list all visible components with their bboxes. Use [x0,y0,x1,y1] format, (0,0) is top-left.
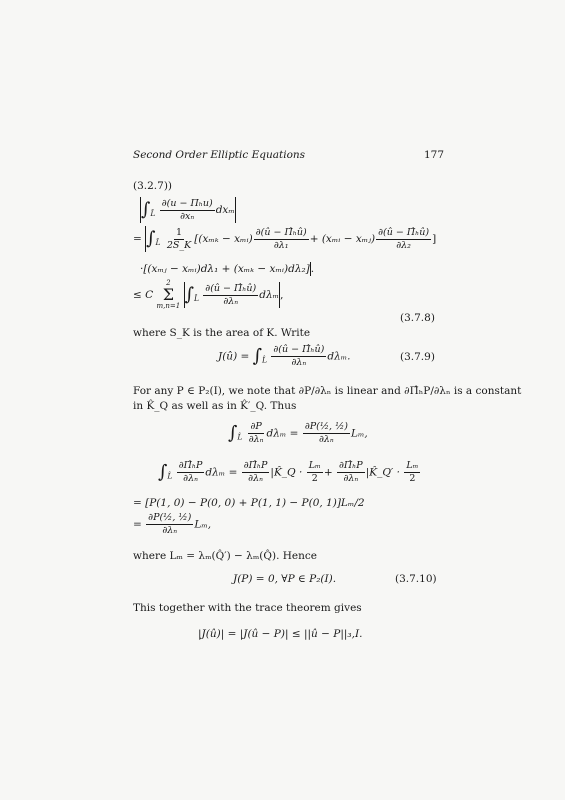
fraction [146,512,193,537]
fraction [307,460,323,485]
term: ≤ C [133,289,154,301]
summation: 2 Σ m,n=1 [156,279,181,310]
fraction [337,460,365,485]
numerator: ∂(û − Π̂ₕû) [255,226,307,238]
denominator: ∂λₙ [183,473,198,484]
fraction [160,198,215,223]
numerator: ∂(u − Πₕu) [161,197,213,209]
term: dλₘ = [205,466,238,479]
denominator: ∂λ₁ [273,239,289,251]
denominator: 2S_K [166,239,192,251]
numerator: ∂(û − Π̂ₕû) [205,282,257,294]
paragraph-together: This together with the trace theorem gives [133,602,362,614]
abs-bar-close [235,197,236,223]
paragraph-where-lm: where Lₘ = λₘ(Q̂′) − λₘ(Q̂). Hence [133,550,317,562]
term: |K̂_Q · [270,466,303,479]
term: Lₘ, [194,518,212,531]
term: ·[(xₘⱼ − xₘᵢ)dλ₁ + (xₘₖ − xₘᵢ)dλ₂] [140,263,310,275]
page-number: 177 [424,149,445,161]
numerator: Lₘ [406,460,419,471]
numerator: ∂Π̂ₕP [178,460,203,471]
equation-line-4: ≤ C 2 Σ m,n=1 $\int_{L̂}$ $\frac{\text{∂(û − Π̂ₕû)}}{\text{∂λₙ}}$ dλₘ, [133,279,284,310]
numerator: ∂Π̂ₕP [338,460,363,471]
fraction [177,460,205,485]
fraction [303,421,350,446]
differential: dλₘ. [327,350,351,363]
running-title: Second Order Elliptic Equations [133,149,306,161]
equation-number-3-7-10: (3.7.10) [395,573,437,585]
equation-thus-2 [158,460,421,485]
denominator: ∂λₙ [343,473,359,484]
numerator: ∂P [250,421,262,432]
integral-domain: L̂ [155,238,161,247]
term: J(û) = [218,350,250,363]
equation-number-3-7-9: (3.7.9) [400,351,435,363]
integral-sign: ∫ [252,345,263,367]
denominator: ∂λₙ [248,434,264,445]
integral-domain: L̂ [193,294,199,303]
integral-domain: L̂ [262,355,268,365]
fraction [203,283,258,308]
numerator: Lₘ [308,460,321,471]
fraction [165,227,193,252]
term: + (xₘᵢ − xₘⱼ) [309,233,376,245]
equation-reference: (3.2.7)) [133,180,173,192]
equation-3-7-10: J(P) = 0, ∀P ∈ P₂(I). [233,573,337,585]
paragraph-where-sk: where S_K is the area of K. Write [133,327,311,339]
equals: = [133,233,142,245]
numerator: ∂(û − Π̂ₕû) [273,344,325,355]
sum-lower: m,n=1 [156,302,181,310]
integral-sign: ∫ [141,199,151,220]
denominator: ∂λₙ [223,295,239,307]
paragraph-for-any-line-1: For any P ∈ P₂(I), we note that ∂P/∂λₙ is linear and ∂Π̂ₕP/∂λₙ is a constant [133,385,522,397]
numerator: ∂(û − Π̂ₕû) [378,226,430,238]
fraction [242,460,270,485]
differential: dxₘ [215,204,235,216]
term: Lₘ, [351,427,368,440]
equation-line-2: = $\int_{L̂}$ $\frac{1}{2S\_K}$ [(xₘₖ − xₘᵢ) $\frac{\text{∂(û − Π̂ₕû)}}{\text{∂λ₁}}$ + (xₘᵢ − xₘⱼ) $\frac{\text{∂(û − Π̂ₕû)}}{\text{∂λ₂}}$ ] [133,226,437,251]
equation-thus-1 [228,421,368,446]
differential: dλₘ [259,289,280,301]
integral-sign: ∫ [184,284,194,305]
denominator: 2 [311,473,318,484]
integral-domain: L̂ [167,471,173,481]
equation-3-7-9 [218,344,351,369]
denominator: ∂λₙ [248,473,263,484]
integral-sign: ∫ [158,461,168,483]
equation-thus-3: = [P(1, 0) − P(0, 0) + P(1, 1) − P(0, 1)]Lₘ/2 [133,497,365,509]
fraction [254,227,309,252]
denominator: ∂λₙ [291,357,307,368]
equation-final: |J(û)| = |J(û − P)| ≤ ||û − P||₃,I. [198,628,363,640]
numerator: ∂P(½, ½) [304,421,348,432]
numerator: 1 [176,226,183,238]
denominator: 2 [409,473,416,484]
equation-thus-4 [133,512,211,537]
integral-domain: L̂ [150,209,156,218]
integral-sign: ∫ [228,422,238,444]
term: [(xₘₖ − xₘᵢ) [194,233,253,245]
term: |K̂_Q′ · [365,466,400,479]
equation-number-3-7-8: (3.7.8) [400,312,435,324]
integral-domain: L̂ [237,432,243,442]
equals: = [133,518,142,531]
fraction [271,344,326,369]
denominator: ∂xₙ [180,210,195,222]
numerator: ∂Π̂ₕP [243,460,268,471]
fraction [376,227,431,252]
equation-line-3: ·[(xₘⱼ − xₘᵢ)dλ₁ + (xₘₖ − xₘᵢ)dλ₂]. [140,263,315,275]
fraction [404,460,420,485]
term: dλₘ = [266,427,299,440]
equation-line-1 [140,197,236,223]
fraction [247,421,266,446]
sum-upper: 2 [166,279,171,287]
paragraph-for-any-line-2: in K̂_Q as well as in K̂′_Q. Thus [133,400,297,412]
denominator: ∂λₙ [162,525,178,536]
denominator: ∂λ₂ [396,239,411,251]
integral-sign: ∫ [146,228,156,249]
term: + [323,466,333,479]
denominator: ∂λₙ [319,434,334,445]
numerator: ∂P(½, ½) [148,512,192,523]
